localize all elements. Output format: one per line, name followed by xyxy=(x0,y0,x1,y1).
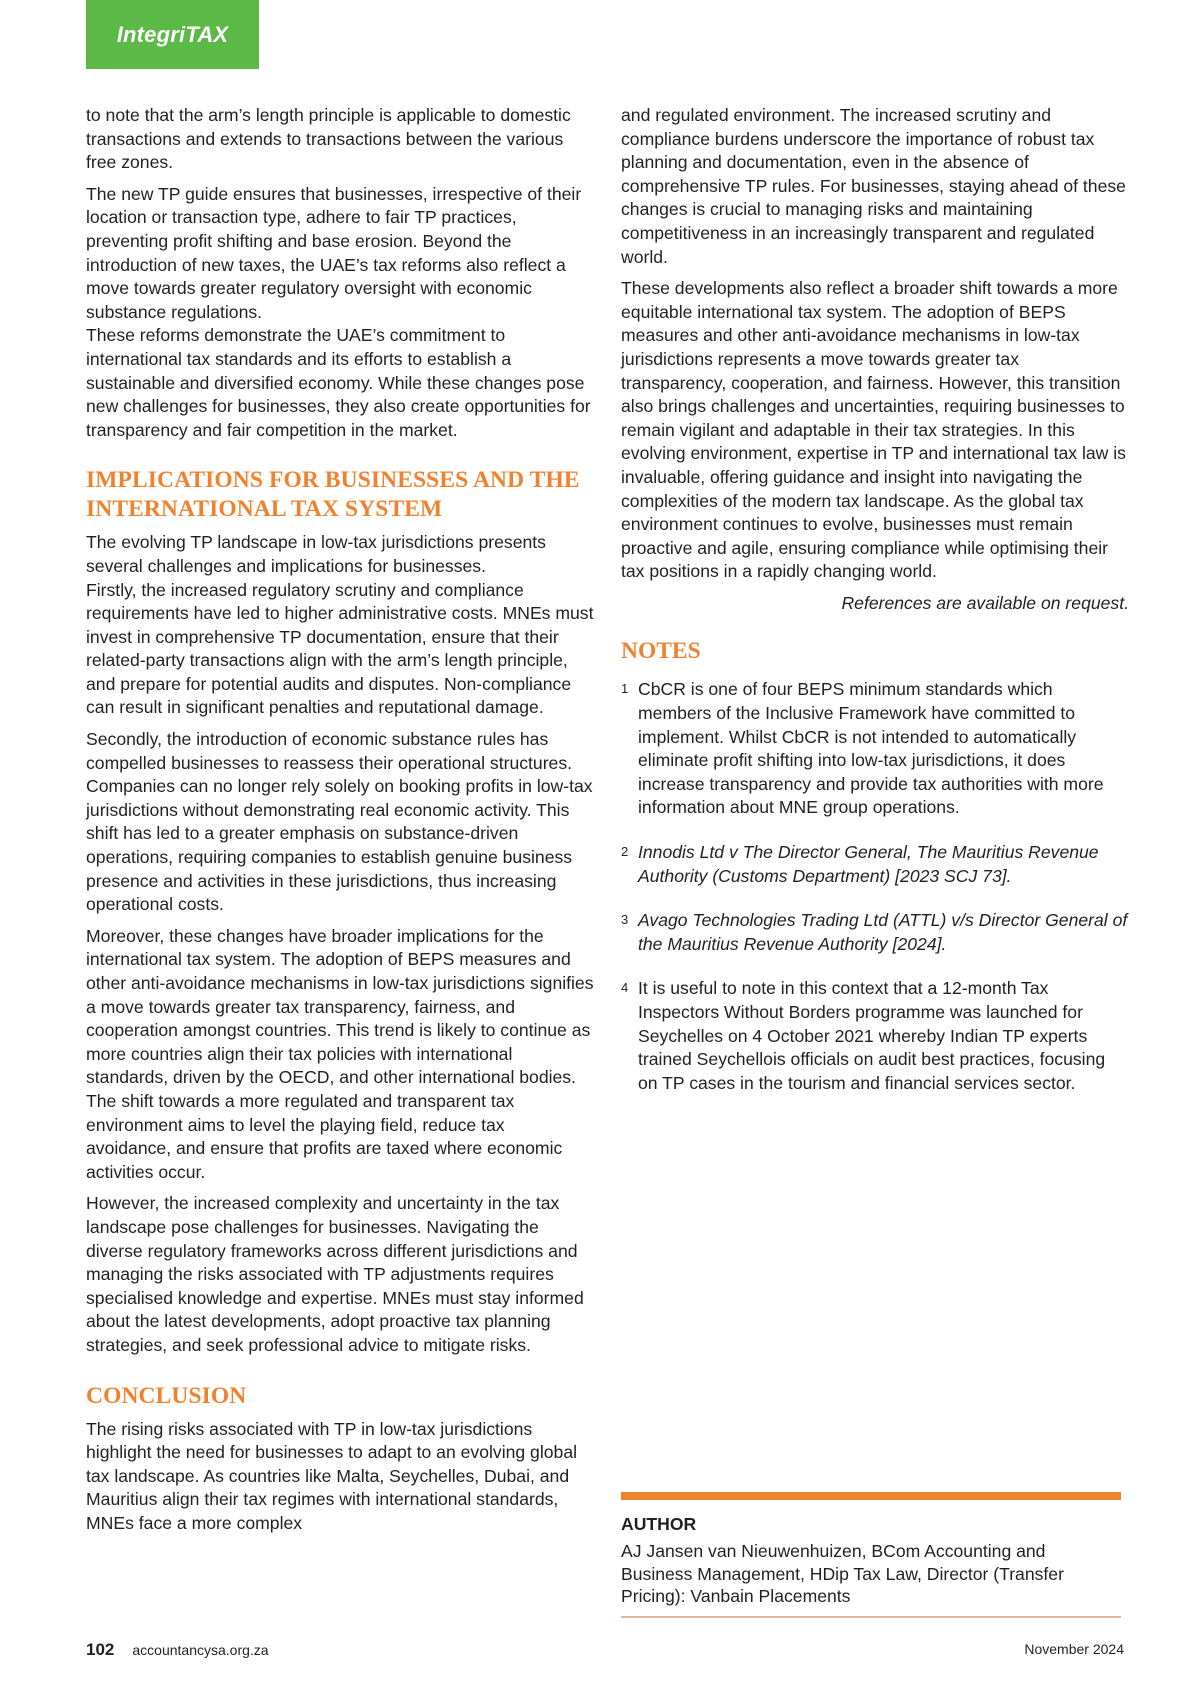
note-item xyxy=(621,977,1129,1103)
body-paragraph: These reforms demonstrate the UAE’s commitment to international tax standards and its efforts to establish a sustainable and diversified economy. While these changes pose new challenges for businesses, they also create opportunities for transparency and fair competition in the market. xyxy=(86,325,591,440)
note-item xyxy=(621,678,1129,828)
notes-heading: NOTES xyxy=(621,638,701,665)
note-number: 2 xyxy=(621,844,629,860)
body-paragraph: The evolving TP landscape in low-tax jurisdictions presents several challenges and implications for businesses. xyxy=(86,532,546,576)
left-column xyxy=(86,104,594,1543)
note-text: Innodis Ltd v The Director General, The Mauritius Revenue Authority (Customs Department) [2023 SCJ 73]. xyxy=(638,842,1099,886)
body-paragraph: to note that the arm’s length principle is applicable to domestic transactions and extends to transactions between the various free zones. xyxy=(86,105,571,173)
body-paragraph: The new TP guide ensures that businesses, irrespective of their location or transaction type, adhere to fair TP practices, preventing profit shifting and base erosion. Beyond the introduction of new taxes, the UAE’s tax reforms also reflect a move towards greater regulatory oversight with economic substance regulations. xyxy=(86,183,582,322)
author-box xyxy=(621,1492,1121,1618)
note-text: Avago Technologies Trading Ltd (ATTL) v/s Director General of the Mauritius Revenue Authority [2024]. xyxy=(638,910,1128,954)
brand-tab xyxy=(86,0,259,69)
body-paragraph: and regulated environment. The increased scrutiny and compliance burdens underscore the importance of robust tax planning and documentation, even in the absence of comprehensive TP rules. For businesses, staying ahead of these changes is crucial to managing risks and maintaining competitiveness in an increasingly transparent and regulated world. xyxy=(621,105,1126,267)
right-column xyxy=(621,104,1129,1116)
references-note: References are available on request. xyxy=(841,592,1129,613)
integritax-logo: IntegriTAX xyxy=(116,21,229,47)
issue-date: November 2024 xyxy=(1024,1641,1124,1657)
author-title: AUTHOR xyxy=(621,1514,697,1534)
note-text: It is useful to note in this context that a 12-month Tax Inspectors Without Borders programme was launched for Seychelles on 4 October 2021 whereby Indian TP experts trained Seychellois officials on audit best practices, focusing on TP cases in the tourism and financial services sector. xyxy=(638,978,1106,1093)
conclusion-heading: CONCLUSION xyxy=(86,1382,247,1409)
website-link[interactable]: accountancysa.org.za xyxy=(132,1642,269,1658)
body-paragraph: These developments also reflect a broader shift towards a more equitable international tax system. The adoption of BEPS measures and other anti-avoidance mechanisms in low-tax jurisdictions represents a move towards greater tax transparency, cooperation, and fairness. However, this transition also brings challenges and uncertainties, requiring businesses to remain vigilant and adaptable in their tax strategies. In this evolving environment, expertise in TP and international tax law is invaluable, offering guidance and insight into navigating the complexities of the modern tax landscape. As the global tax environment continues to evolve, businesses must remain proactive and agile, ensuring compliance while optimising their tax positions in a rapidly changing world. xyxy=(621,278,1126,582)
note-number: 1 xyxy=(621,681,629,697)
body-paragraph: Secondly, the introduction of economic substance rules has compelled businesses to reassess their operational structures. Companies can no longer rely solely on booking profits in low-tax jurisdictions without demonstrating real economic activity. This shift has led to a greater emphasis on substance-driven operations, requiring companies to establish genuine business presence and activities in these jurisdictions, thus increasing operational costs. xyxy=(86,729,593,915)
footer-left xyxy=(86,1640,269,1660)
note-number: 3 xyxy=(621,912,629,928)
body-paragraph: The shift towards a more regulated and transparent tax environment aims to level the playing field, reduce tax avoidance, and ensure that profits are taxed where economic activities occur. xyxy=(86,1090,563,1182)
page-number: 102 xyxy=(86,1640,115,1659)
body-paragraph: However, the increased complexity and uncertainty in the tax landscape pose challenges for businesses. Navigating the diverse regulatory frameworks across different jurisdictions and managing the risks associated with TP adjustments requires specialised knowledge and expertise. MNEs must stay informed about the latest developments, adopt proactive tax planning strategies, and seek professional advice to mitigate risks. xyxy=(86,1193,584,1355)
note-text: CbCR is one of four BEPS minimum standards which members of the Inclusive Framework have committed to implement. Whilst CbCR is not intended to automatically eliminate profit shifting into low-tax jurisdictions, it does increase transparency and provide tax authorities with more information about MNE group operations. xyxy=(638,679,1104,818)
note-item xyxy=(621,841,1129,896)
note-number: 4 xyxy=(621,980,629,996)
implications-heading: IMPLICATIONS FOR BUSINESSES AND THE INTERNATIONAL TAX SYSTEM xyxy=(86,467,580,523)
body-paragraph: Moreover, these changes have broader implications for the international tax system. The adoption of BEPS measures and other anti-avoidance mechanisms in low-tax jurisdictions signifies a move towards greater tax transparency, fairness, and cooperation amongst countries. This trend is likely to continue as more countries align their tax policies with international standards, driven by the OECD, and other international bodies. xyxy=(86,925,594,1088)
note-item xyxy=(621,909,1129,964)
body-paragraph: Firstly, the increased regulatory scrutiny and compliance requirements have led to higher administrative costs. MNEs must invest in comprehensive TP documentation, ensure that their related-party transactions align with the arm’s length principle, and prepare for potential audits and disputes. Non-compliance can result in significant penalties and reputational damage. xyxy=(86,579,594,718)
author-bio: AJ Jansen van Nieuwenhuizen, BCom Accounting and Business Management, HDip Tax Law, Director (Transfer Pricing): Vanbain Placements xyxy=(621,1541,1064,1606)
body-paragraph: The rising risks associated with TP in low-tax jurisdictions highlight the need for businesses to adapt to an evolving global tax landscape. As countries like Malta, Seychelles, Dubai, and Mauritius align their tax regimes with international standards, MNEs face a more complex xyxy=(86,1418,578,1533)
